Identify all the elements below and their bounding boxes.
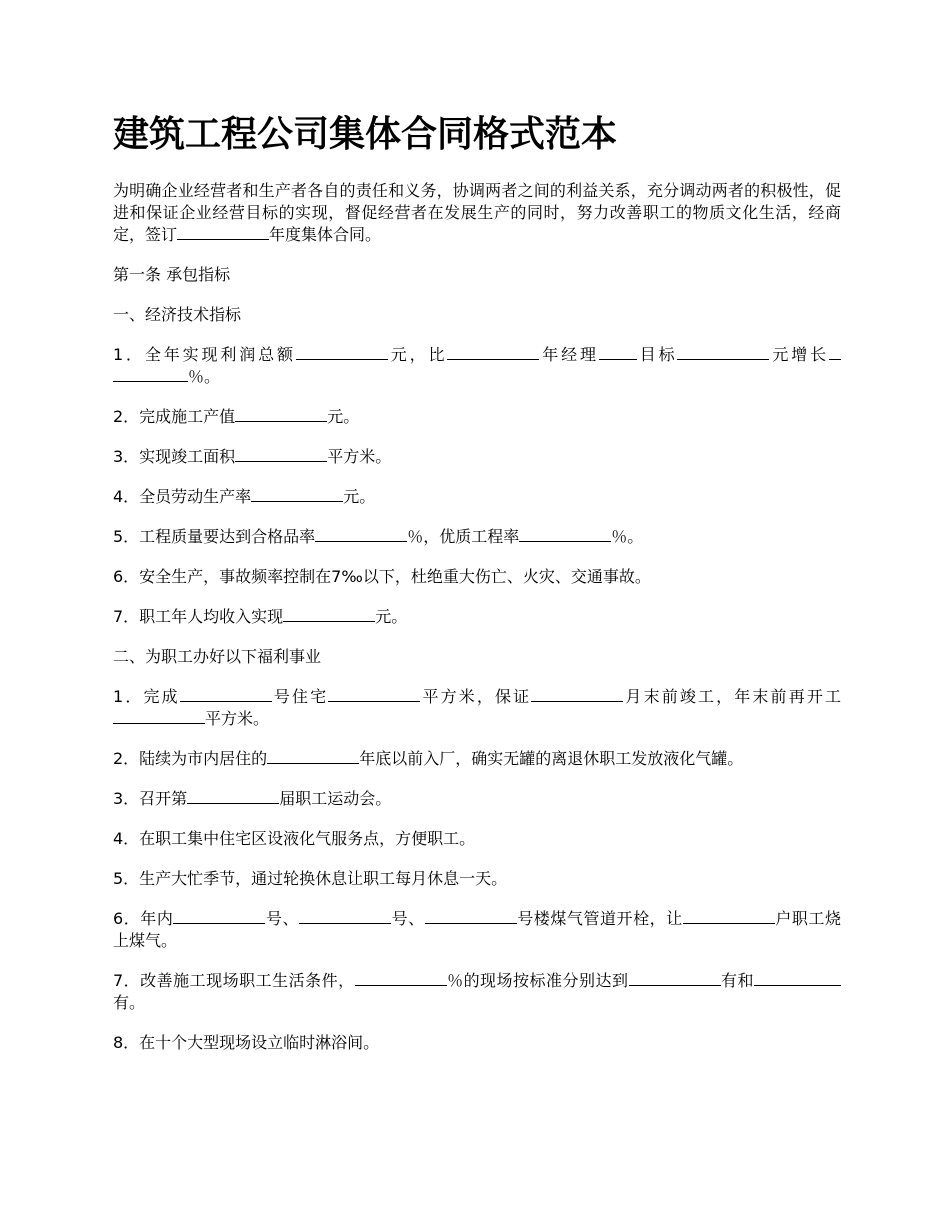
item-text: 平方米。: [327, 447, 392, 466]
list-item: [113, 406, 841, 428]
blank-line: [425, 908, 517, 924]
blank-line: [328, 686, 420, 702]
blank-line: [519, 526, 611, 542]
item-text: 有和: [720, 971, 754, 990]
blank-line: [754, 970, 776, 986]
item-text: ％的现场按标准分别达到: [446, 971, 629, 990]
blank-line: [296, 344, 388, 360]
item-text: 有。: [113, 993, 146, 1012]
item-text: 号楼煤气管道开栓，让: [516, 909, 683, 928]
item-text: 元。: [327, 407, 360, 426]
item-text: 月末前竣工，年末前再开工: [623, 687, 841, 706]
item-text: 元，比: [387, 345, 448, 364]
intro-text: 为明确企业经营者和生产者各自的责任和义务，协调两者之间的利益关系，充分调动两者的积极性，促进和保证企业经营目标的实现，督促经营者在发展生产的同时，努力改善职工的物质文化生活，经商定，签订: [113, 181, 841, 244]
blank-line: [187, 788, 279, 804]
item-text: ％。: [188, 367, 221, 386]
blank-line: [251, 486, 343, 502]
item-text: 元。: [343, 487, 376, 506]
blank-line: [776, 970, 841, 986]
item-text: 年底以前入厂，确实无罐的离退休职工发放液化气罐。: [359, 749, 744, 768]
blank-line: [235, 446, 327, 462]
item-text: 3．召开第: [113, 789, 188, 808]
section-heading-welfare: 二、为职工办好以下福利事业: [113, 647, 322, 666]
blank-line: [447, 344, 539, 360]
list-item: 8．在十个大型现场设立临时淋浴间。: [113, 1033, 380, 1052]
article-heading: 第一条 承包指标: [113, 265, 231, 284]
item-text: 1．全年实现利润总额: [113, 345, 296, 364]
blank-line: [235, 406, 327, 422]
blank-line: [173, 908, 265, 924]
item-text: 号、: [265, 909, 300, 928]
blank-line: [177, 224, 269, 240]
intro-paragraph: [113, 180, 841, 246]
item-text: 号、: [391, 909, 425, 928]
item-text: 4．全员劳动生产率: [113, 487, 252, 506]
item-text: 平方米。: [205, 709, 270, 728]
blank-line: [315, 526, 407, 542]
list-item: 6．安全生产，事故频率控制在7‰以下，杜绝重大伤亡、火灾、交通事故。: [113, 567, 651, 586]
item-text: 7．职工年人均收入实现: [113, 607, 284, 626]
list-item: 5．生产大忙季节，通过轮换休息让职工每月休息一天。: [113, 869, 508, 888]
document-page: [113, 110, 841, 1072]
document-title: 建筑工程公司集体合同格式范本: [113, 114, 618, 155]
blank-line: [683, 908, 775, 924]
item-text: 元。: [375, 607, 408, 626]
blank-line: [299, 908, 391, 924]
list-item: [113, 526, 841, 548]
blank-line: [677, 344, 769, 360]
item-text: 3．实现竣工面积: [113, 447, 236, 466]
section-heading-economic: 一、经济技术指标: [113, 305, 242, 324]
blank-line: [113, 708, 205, 724]
item-text: 7．改善施工现场职工生活条件，: [113, 971, 355, 990]
list-item: [113, 908, 841, 952]
list-item: [113, 686, 841, 730]
item-text: 元增长: [769, 345, 829, 364]
blank-line: [829, 344, 841, 360]
item-text: ％，优质工程率: [407, 527, 520, 546]
item-text: 5．工程质量要达到合格品率: [113, 527, 316, 546]
blank-line: [599, 344, 637, 360]
item-text: 2．陆续为市内居住的: [113, 749, 268, 768]
blank-line: [355, 970, 447, 986]
list-item: [113, 970, 841, 1014]
item-text: 1．完成: [113, 687, 180, 706]
item-text: 目标: [636, 345, 678, 364]
blank-line: [180, 686, 272, 702]
list-item: [113, 606, 841, 628]
blank-line: [531, 686, 623, 702]
item-text: 届职工运动会。: [279, 789, 392, 808]
item-text: 6．年内: [113, 909, 174, 928]
list-item: [113, 748, 841, 770]
intro-text-end: 年度集体合同。: [269, 225, 382, 244]
blank-line: [267, 748, 359, 764]
list-item: [113, 446, 841, 468]
item-text: ％。: [611, 527, 644, 546]
blank-line: [629, 970, 721, 986]
blank-line: [283, 606, 375, 622]
item-text: 2．完成施工产值: [113, 407, 236, 426]
list-item: 4．在职工集中住宅区设液化气服务点，方便职工。: [113, 829, 476, 848]
item-text: 年经理: [539, 345, 599, 364]
item-text: 户职工烧上煤气。: [113, 909, 841, 950]
blank-line: [113, 366, 188, 382]
list-item: [113, 486, 841, 508]
item-text: 号住宅: [271, 687, 329, 706]
list-item: [113, 788, 841, 810]
item-text: 平方米，保证: [420, 687, 532, 706]
list-item: [113, 344, 841, 388]
